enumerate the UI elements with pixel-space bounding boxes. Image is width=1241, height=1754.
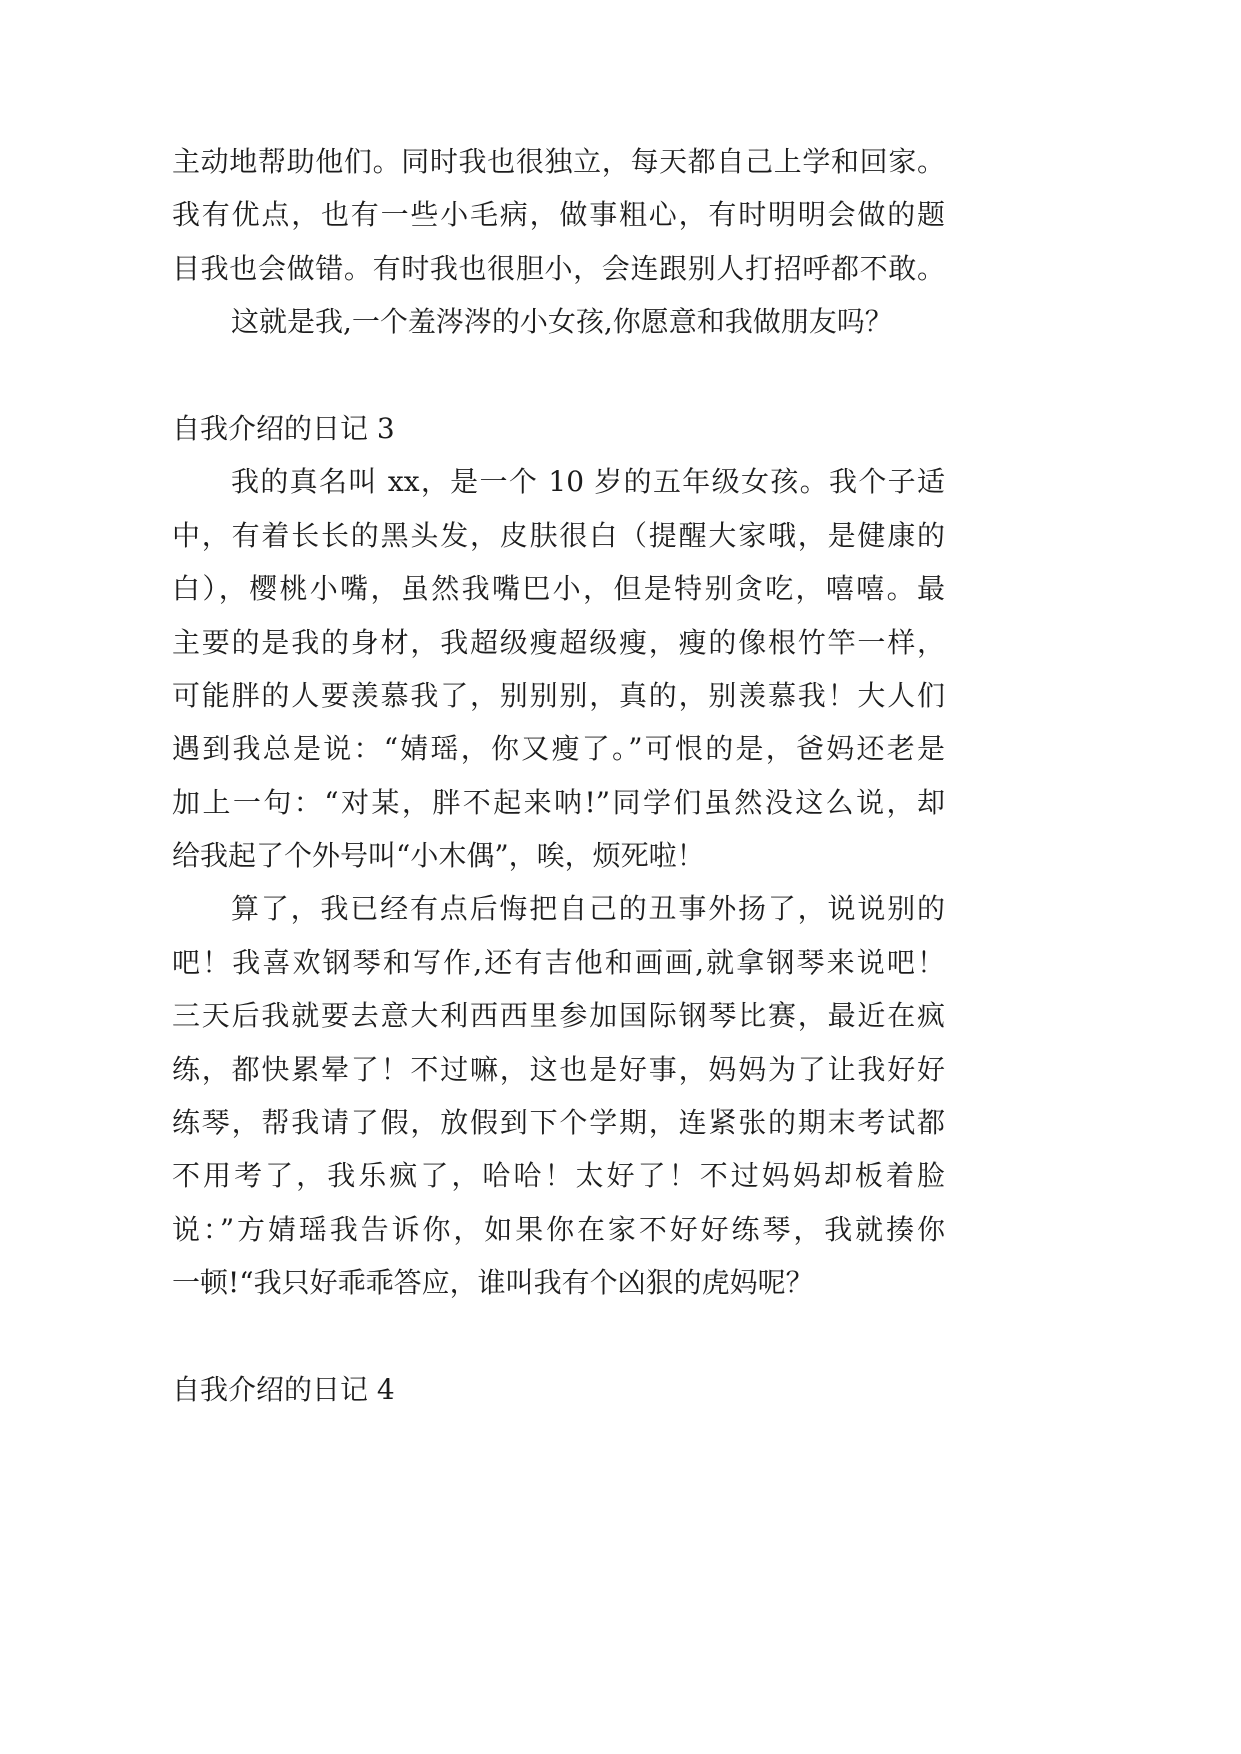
section-heading: 自我介绍的日记 4 [172,1372,395,1406]
paragraph-line: 练，都快累晕了！不过嘛，这也是好事，妈妈为了让我好好 [172,1052,945,1086]
blank-line [172,1310,945,1363]
paragraph-line: 遇到我总是说：“婧瑶，你又瘦了。”可恨的是，爸妈还老是 [172,732,945,766]
paragraph-line: 主要的是我的身材，我超级瘦超级瘦，瘦的像根竹竿一样， [172,625,945,659]
paragraph-line: 给我起了个外号叫“小木偶”，唉，烦死啦！ [172,839,705,873]
section [172,402,945,1310]
paragraph [172,455,945,882]
paragraph [172,882,945,1309]
paragraph-line: 这就是我,一个羞涔涔的小女孩,你愿意和我做朋友吗？ [231,305,893,339]
paragraph-line: 三天后我就要去意大利西西里参加国际钢琴比赛，最近在疯 [172,999,945,1033]
paragraph-line: 吧！我喜欢钢琴和写作,还有吉他和画画,就拿钢琴来说吧！ [172,945,945,979]
paragraph-line: 不用考了，我乐疯了，哈哈！太好了！不过妈妈却板着脸 [172,1159,945,1193]
paragraph-line: 中，有着长长的黑头发，皮肤很白（提醒大家哦，是健康的 [172,518,945,552]
paragraph-line: 练琴，帮我请了假，放假到下个学期，连紧张的期末考试都 [172,1106,945,1140]
paragraph-line: 一顿!“我只好乖乖答应，谁叫我有个凶狠的虎妈呢？ [172,1266,814,1300]
section [172,1363,945,1416]
paragraph-line: 我有优点，也有一些小毛病，做事粗心，有时明明会做的题 [172,198,945,232]
paragraph-line: 加上一句：“对某，胖不起来呐!”同学们虽然没这么说，却 [172,785,945,819]
paragraph [172,135,945,295]
paragraph-line: 主动地帮助他们。同时我也很独立，每天都自己上学和回家。 [172,145,945,178]
paragraph-line: 可能胖的人要羡慕我了，别别别，真的，别羡慕我！大人们 [172,678,945,712]
section-heading: 自我介绍的日记 3 [172,411,395,445]
paragraph-line: 说：”方婧瑶我告诉你，如果你在家不好好练琴，我就揍你 [172,1212,945,1246]
blank-line [172,349,945,402]
paragraph-line: 白），樱桃小嘴，虽然我嘴巴小，但是特别贪吃，嘻嘻。最 [172,572,945,606]
document-body [172,135,945,1416]
paragraph-line: 算了，我已经有点后悔把自己的丑事外扬了，说说别的 [231,892,945,926]
paragraph [172,295,945,348]
paragraph-line: 目我也会做错。有时我也很胆小，会连跟别人打招呼都不敢。 [172,251,945,285]
paragraph-line: 我的真名叫 xx，是一个 10 岁的五年级女孩。我个子适 [231,465,945,499]
